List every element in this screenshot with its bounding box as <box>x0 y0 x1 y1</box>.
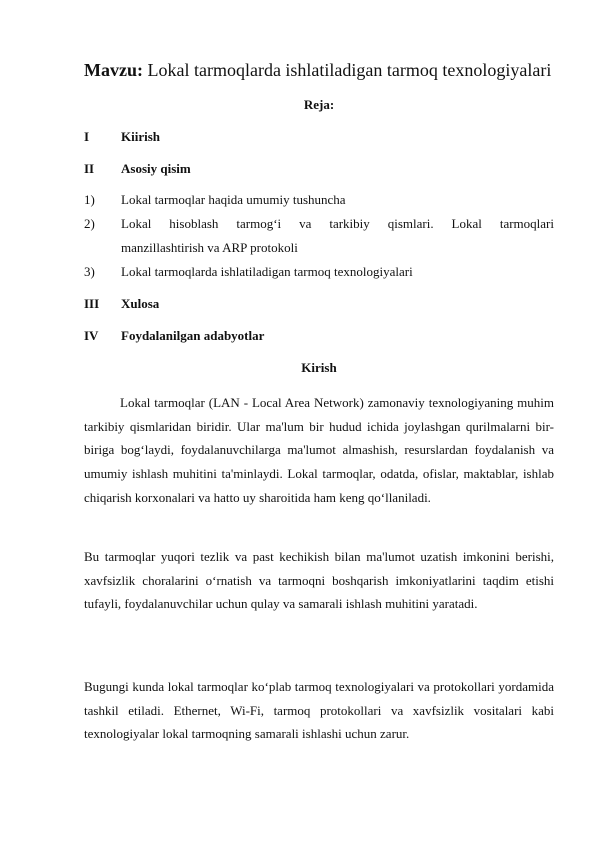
plan-section-label: Kiirish <box>121 129 161 144</box>
title-prefix: Mavzu: <box>84 60 143 80</box>
intro-paragraph-2: Bu tarmoqlar yuqori tezlik va past kechikish bilan ma'lumot uzatish imkonini berishi, xavfsizlik choralarini o‘rnatish va tarmoqni boshqarish imkoniyatlarini taqdim etishi tufayli, foydalanuvchilar uchun qulay va samarali ishlash muhitini yaratadi. <box>84 549 554 612</box>
plan-heading: Reja: <box>303 97 335 112</box>
plan-subitem-label-line2: manzillashtirish va ARP protokoli <box>121 240 298 255</box>
intro-heading: Kirish <box>301 360 337 375</box>
plan-subitem-number: 2) <box>84 216 95 231</box>
plan-section-number: III <box>84 296 100 311</box>
plan-subitem-number: 3) <box>84 264 95 279</box>
plan-subitem-label: Lokal tarmoqlarda ishlatiladigan tarmoq texnologiyalari <box>121 264 413 279</box>
plan-section-label: Xulosa <box>121 296 160 311</box>
plan-section-label: Asosiy qisim <box>121 161 191 176</box>
plan-subitem-label: Lokal tarmoqlar haqida umumiy tushuncha <box>121 192 346 207</box>
plan-section-number: I <box>84 129 90 144</box>
intro-paragraph-1: Lokal tarmoqlar (LAN - Local Area Network) zamonaviy texnologiyaning muhim tarkibiy qismlaridan biridir. Ular ma'lum bir hudud ichida joylashgan qurilmalarni bir-biriga bog‘laydi, foydalanuvchilarga ma'lumot almashish, resurslardan foydalanish va umumiy ishlash muhitini ta'minlaydi. Lokal tarmoqlar, odatda, ofislar, maktablar, ishlab chiqarish korxonalari va hatto uy sharoitida ham keng qo‘llaniladi. <box>84 395 554 505</box>
plan-section-label: Foydalanilgan adabyotlar <box>121 328 265 343</box>
plan-subitem-label-line1: Lokal hisoblash tarmog‘i va tarkibiy qismlari. Lokal tarmoqlari <box>121 216 554 231</box>
plan-section-number: II <box>84 161 95 176</box>
intro-paragraph-3: Bugungi kunda lokal tarmoqlar ko‘plab tarmoq texnologiyalari va protokollari yordamida tashkil etiladi. Ethernet, Wi-Fi, tarmoq protokollari va xavfsizlik vositalari kabi texnologiyalar lokal tarmoqning samarali ishlashi uchun zarur. <box>84 679 554 742</box>
title-text: Lokal tarmoqlarda ishlatiladigan tarmoq texnologiyalari <box>142 60 552 80</box>
document-title <box>84 59 564 81</box>
plan-section-number: IV <box>84 328 99 343</box>
plan-subitem-number: 1) <box>84 192 95 207</box>
